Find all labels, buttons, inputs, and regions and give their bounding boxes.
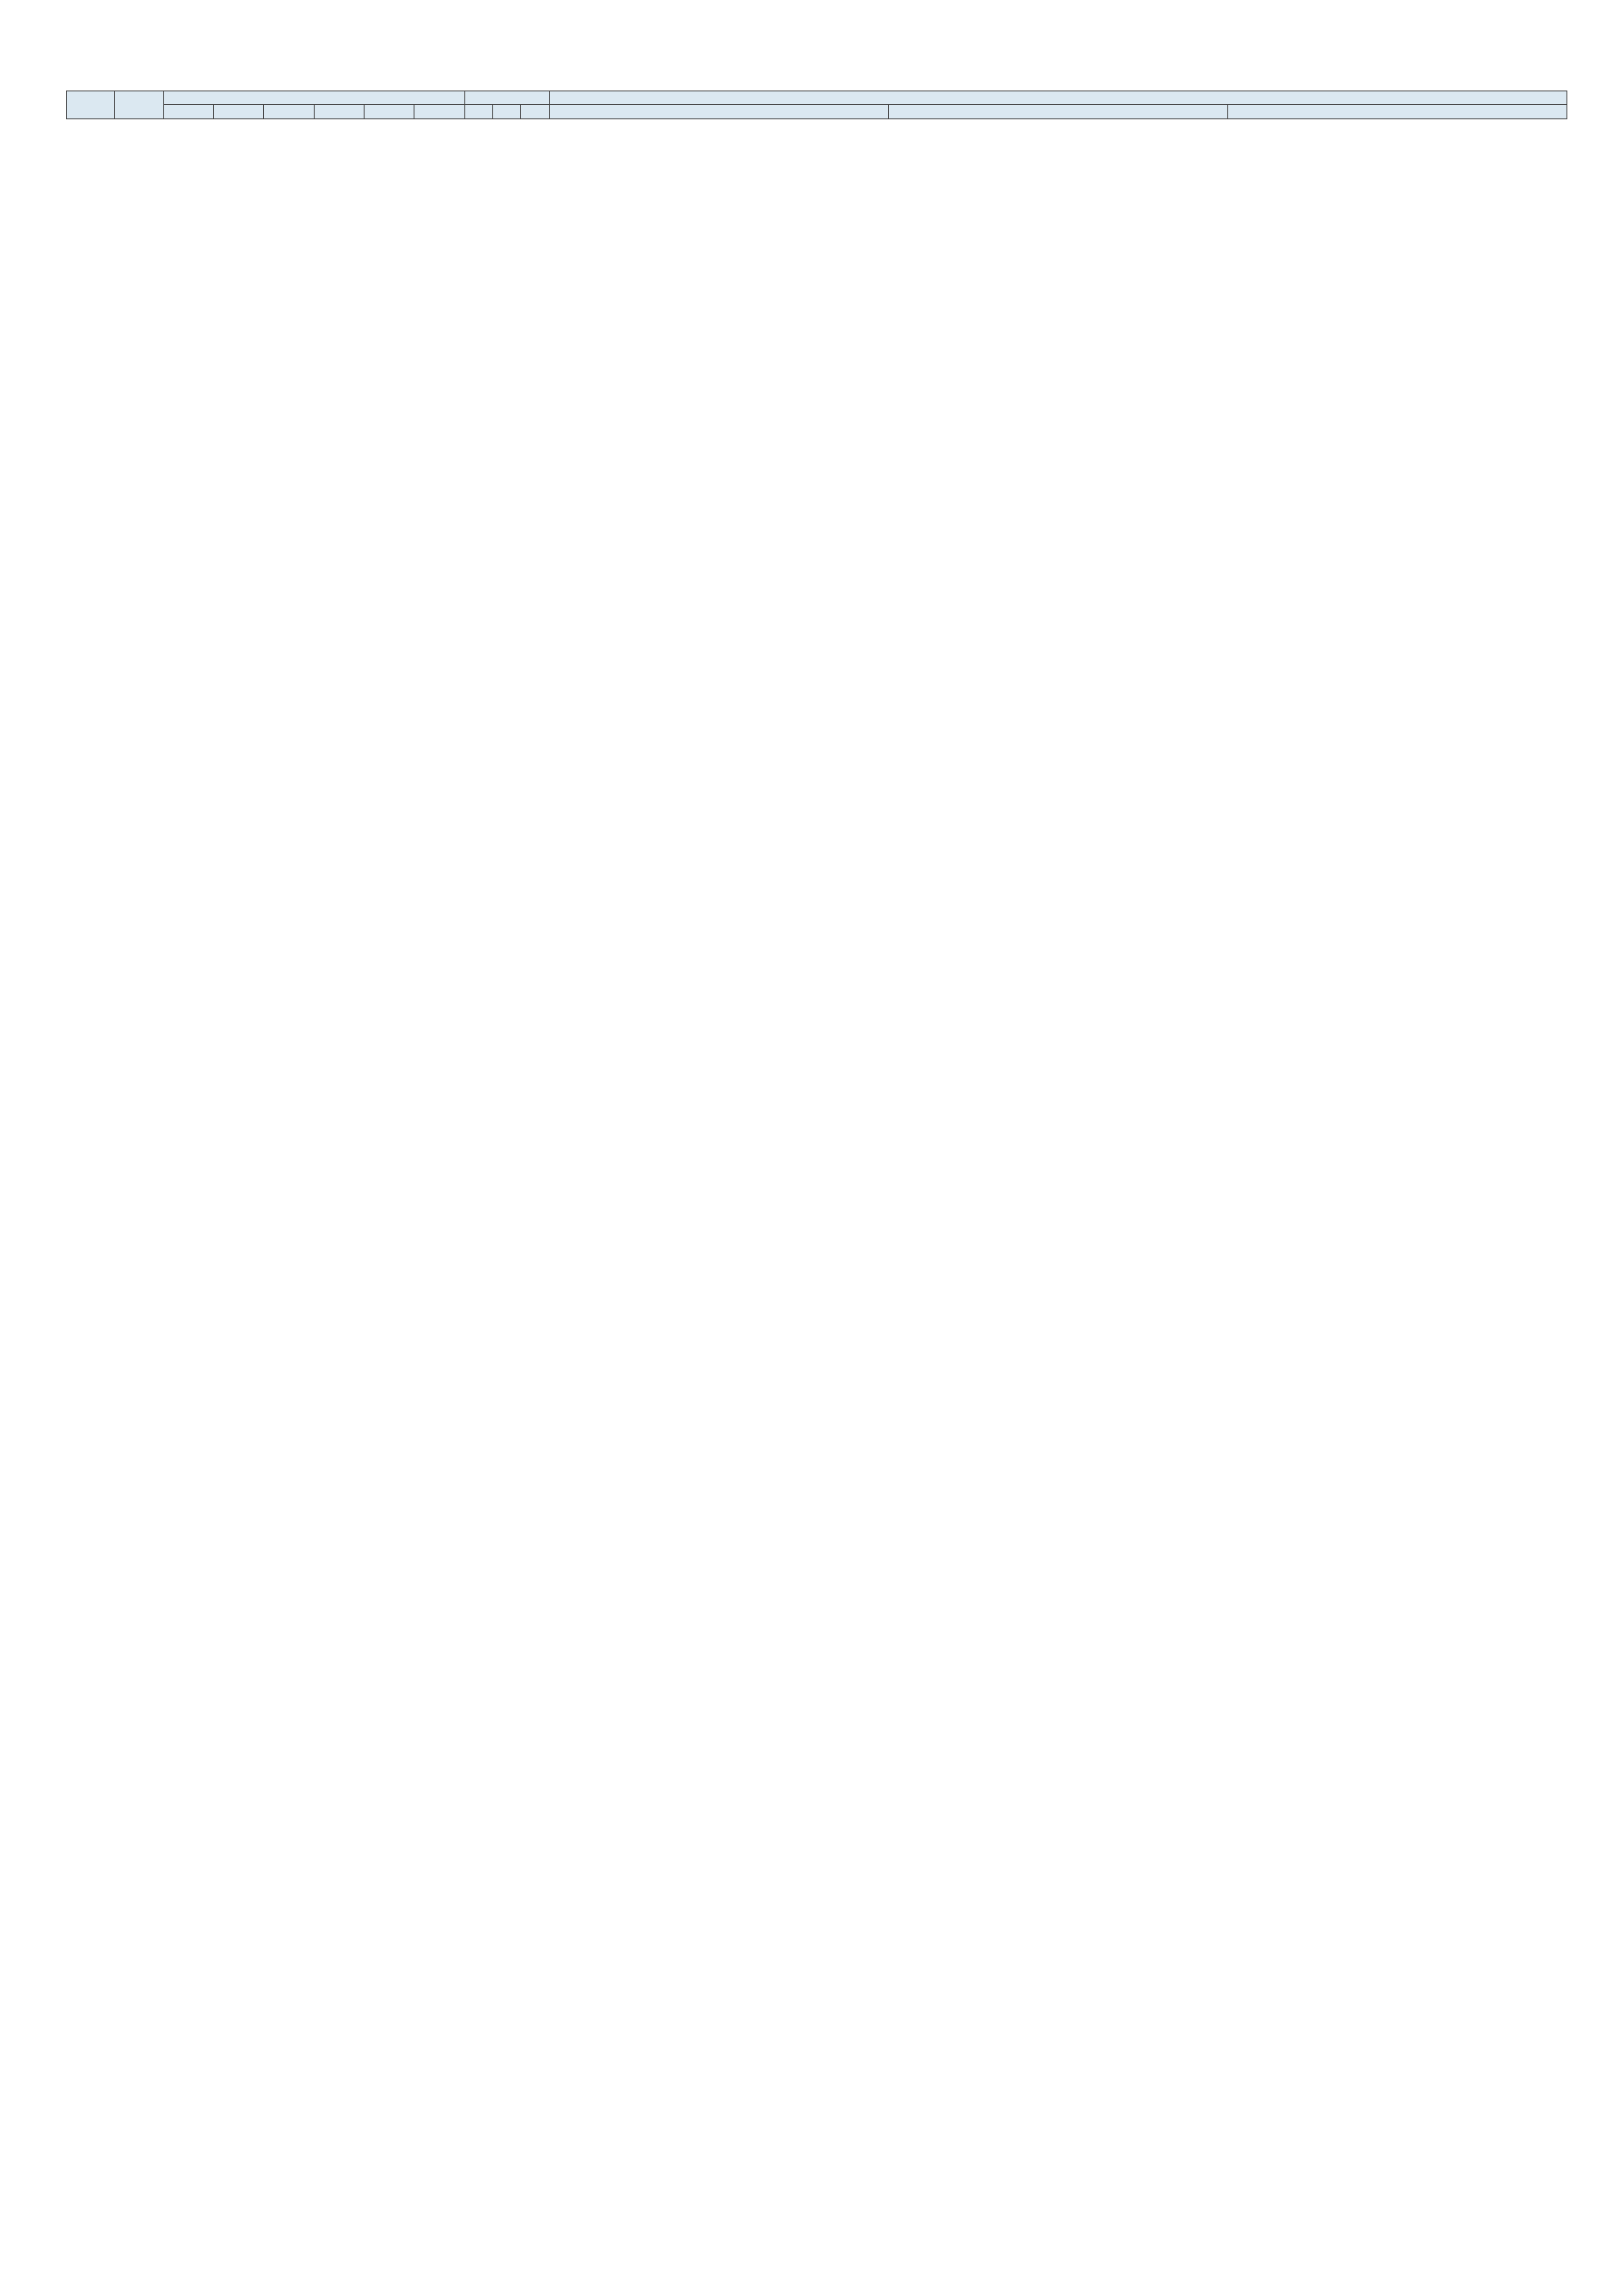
header-day-tue: [213, 105, 263, 119]
header-level-high: [521, 105, 549, 119]
header-class-days: [464, 91, 549, 105]
header-week: [115, 91, 163, 119]
schedule-table: [66, 91, 1567, 119]
header-month: [67, 91, 115, 119]
header-day-thu: [314, 105, 364, 119]
header-day-sat: [414, 105, 464, 119]
header-day-wed: [264, 105, 314, 119]
header-level-mid: [493, 105, 521, 119]
header-day-fri: [365, 105, 414, 119]
header-event-high: [1227, 105, 1566, 119]
header-events: [549, 91, 1566, 105]
header-week-days: [163, 91, 464, 105]
header-level-elem: [464, 105, 492, 119]
header-day-mon: [163, 105, 213, 119]
header-event-mid: [888, 105, 1227, 119]
header-event-elem: [549, 105, 888, 119]
